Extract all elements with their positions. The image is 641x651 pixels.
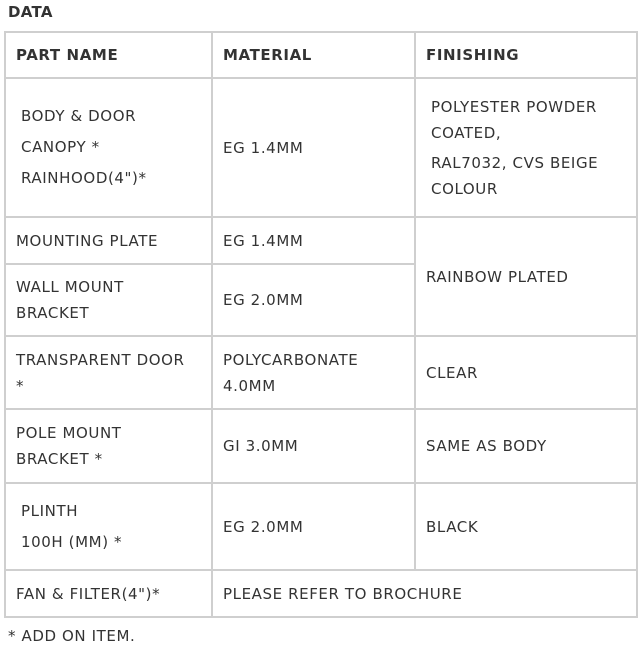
column-header-part-name: PART NAME [5, 32, 212, 78]
part-name-line: PLINTH [21, 501, 79, 520]
part-name-line: BRACKET * [16, 450, 103, 468]
part-name-line: * [16, 376, 25, 395]
table-row [5, 570, 637, 617]
finishing-line: COLOUR [431, 179, 498, 198]
footnote: * ADD ON ITEM. [8, 627, 136, 645]
material-line: POLYCARBONATE [223, 350, 359, 369]
finishing-cell: RAINBOW PLATED [415, 217, 637, 336]
part-name-cell: FAN & FILTER(4")* [5, 570, 212, 617]
table-row [5, 483, 637, 570]
finishing-cell: CLEAR [415, 336, 637, 409]
material-cell: EG 2.0MM [212, 483, 415, 570]
part-name-line: TRANSPARENT DOOR [16, 350, 185, 369]
part-name-line: BRACKET [16, 304, 90, 322]
material-cell [212, 336, 415, 409]
part-name-line: WALL MOUNT [16, 278, 124, 296]
part-name-cell [5, 409, 212, 483]
finishing-line: COATED, [431, 123, 502, 142]
table-header-row [5, 32, 637, 78]
finishing-line: RAL7032, CVS BEIGE [431, 153, 599, 172]
part-name-cell: MOUNTING PLATE [5, 217, 212, 264]
material-cell: EG 2.0MM [212, 264, 415, 336]
brochure-note-cell: PLEASE REFER TO BROCHURE [212, 570, 637, 617]
finishing-cell: SAME AS BODY [415, 409, 637, 483]
part-name-line: 100H (MM) * [21, 532, 123, 551]
section-heading: DATA [8, 3, 53, 21]
material-cell: EG 1.4MM [212, 78, 415, 217]
part-name-line: RAINHOOD(4")* [21, 169, 147, 187]
finishing-line: POLYESTER POWDER [431, 97, 597, 116]
column-header-material: MATERIAL [212, 32, 415, 78]
part-name-line: BODY & DOOR [21, 107, 137, 125]
part-name-line: POLE MOUNT [16, 424, 122, 442]
finishing-cell: BLACK [415, 483, 637, 570]
part-name-cell [5, 264, 212, 336]
part-name-cell [5, 78, 212, 217]
part-name-cell [5, 336, 212, 409]
material-line: 4.0MM [223, 376, 276, 395]
finishing-cell [415, 78, 637, 217]
table-row [5, 78, 637, 217]
spec-table [4, 31, 638, 618]
part-name-cell [5, 483, 212, 570]
material-cell: GI 3.0MM [212, 409, 415, 483]
material-cell: EG 1.4MM [212, 217, 415, 264]
table-row [5, 409, 637, 483]
table-row [5, 336, 637, 409]
column-header-finishing: FINISHING [415, 32, 637, 78]
table-row [5, 217, 637, 264]
part-name-line: CANOPY * [21, 138, 100, 156]
